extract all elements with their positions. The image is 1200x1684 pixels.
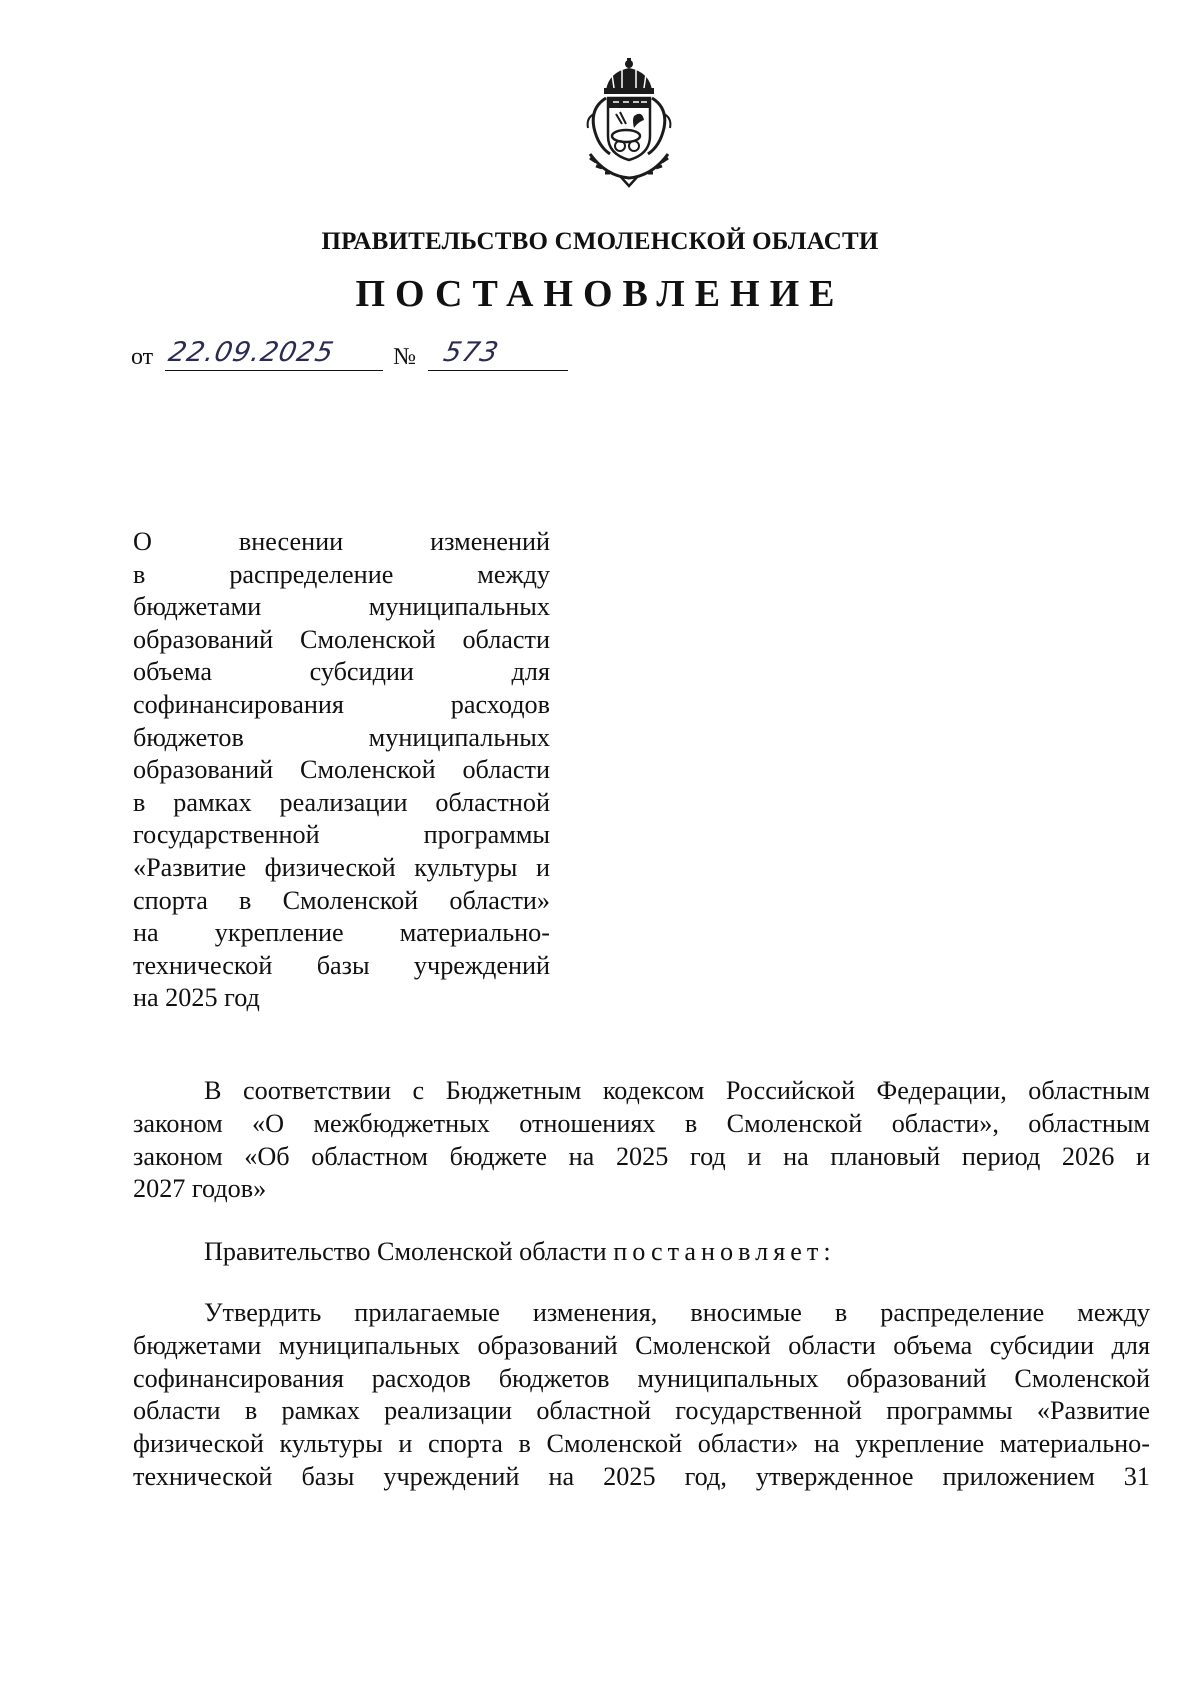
subject-line: бюджетов муниципальных <box>133 722 550 752</box>
document-subject <box>133 526 550 1015</box>
body-paragraph <box>133 1297 1150 1494</box>
subject-line: образований Смоленской области <box>133 755 550 785</box>
subject-line: государственной программы <box>133 820 550 850</box>
subject-line: образований Смоленской области <box>133 624 550 654</box>
preamble-line: В соответствии с Бюджетным кодексом Российской Федерации, областным <box>204 1076 1150 1105</box>
subject-line: бюджетами муниципальных <box>133 592 550 622</box>
subject-line: софинансирования расходов <box>133 689 550 719</box>
document-type-title: ПОСТАНОВЛЕНИЕ <box>355 273 845 315</box>
date-field <box>165 337 383 371</box>
subject-line: в распределение между <box>133 559 550 589</box>
resolves-paragraph <box>133 1236 1150 1269</box>
body-line: физической культуры и спорта в Смоленской области» на укрепление материально- <box>133 1429 1150 1459</box>
body-line: технической базы учреждений на 2025 год, утвержденное приложением 31 <box>133 1461 1150 1491</box>
body-line: бюджетами муниципальных образований Смоленской области объема субсидии для <box>133 1330 1150 1360</box>
subject-line: на 2025 год <box>133 983 260 1013</box>
subject-line: в рамках реализации областной <box>133 787 550 817</box>
subject-line: О внесении изменений <box>133 527 550 556</box>
government-title: ПРАВИТЕЛЬСТВО СМОЛЕНСКОЙ ОБЛАСТИ <box>321 228 879 255</box>
subject-line: «Развитие физической культуры и <box>133 852 550 882</box>
preamble-paragraph <box>133 1075 1150 1206</box>
preamble-line: законом «О межбюджетных отношениях в Смоленской области», областным <box>133 1108 1150 1138</box>
preamble-line: законом «Об областном бюджете на 2025 год и на плановый период 2026 и <box>133 1141 1150 1171</box>
subject-line: спорта в Смоленской области» <box>133 885 550 915</box>
resolves-lead: Правительство Смоленской области <box>204 1237 607 1266</box>
resolves-line <box>133 1236 1150 1269</box>
date-prefix: от <box>131 344 154 370</box>
preamble-line: 2027 годов» <box>133 1174 267 1204</box>
subject-line: объема субсидии для <box>133 657 550 687</box>
number-field <box>428 337 568 371</box>
resolves-verb: постановляет: <box>613 1237 836 1266</box>
subject-line: технической базы учреждений <box>133 950 550 980</box>
subject-line: на укрепление материально- <box>133 918 550 948</box>
body-line: софинансирования расходов бюджетов муниципальных образований Смоленской <box>133 1363 1150 1393</box>
body-line: области в рамках реализации областной государственной программы «Развитие <box>133 1396 1150 1426</box>
body-line: Утвердить прилагаемые изменения, вносимые в распределение между <box>204 1298 1150 1327</box>
number-prefix: № <box>393 344 417 370</box>
handwritten-date: 22.09.2025 <box>165 337 338 368</box>
date-number-line <box>131 337 568 374</box>
coat-of-arms-icon <box>576 58 682 188</box>
handwritten-number: 573 <box>440 337 502 368</box>
